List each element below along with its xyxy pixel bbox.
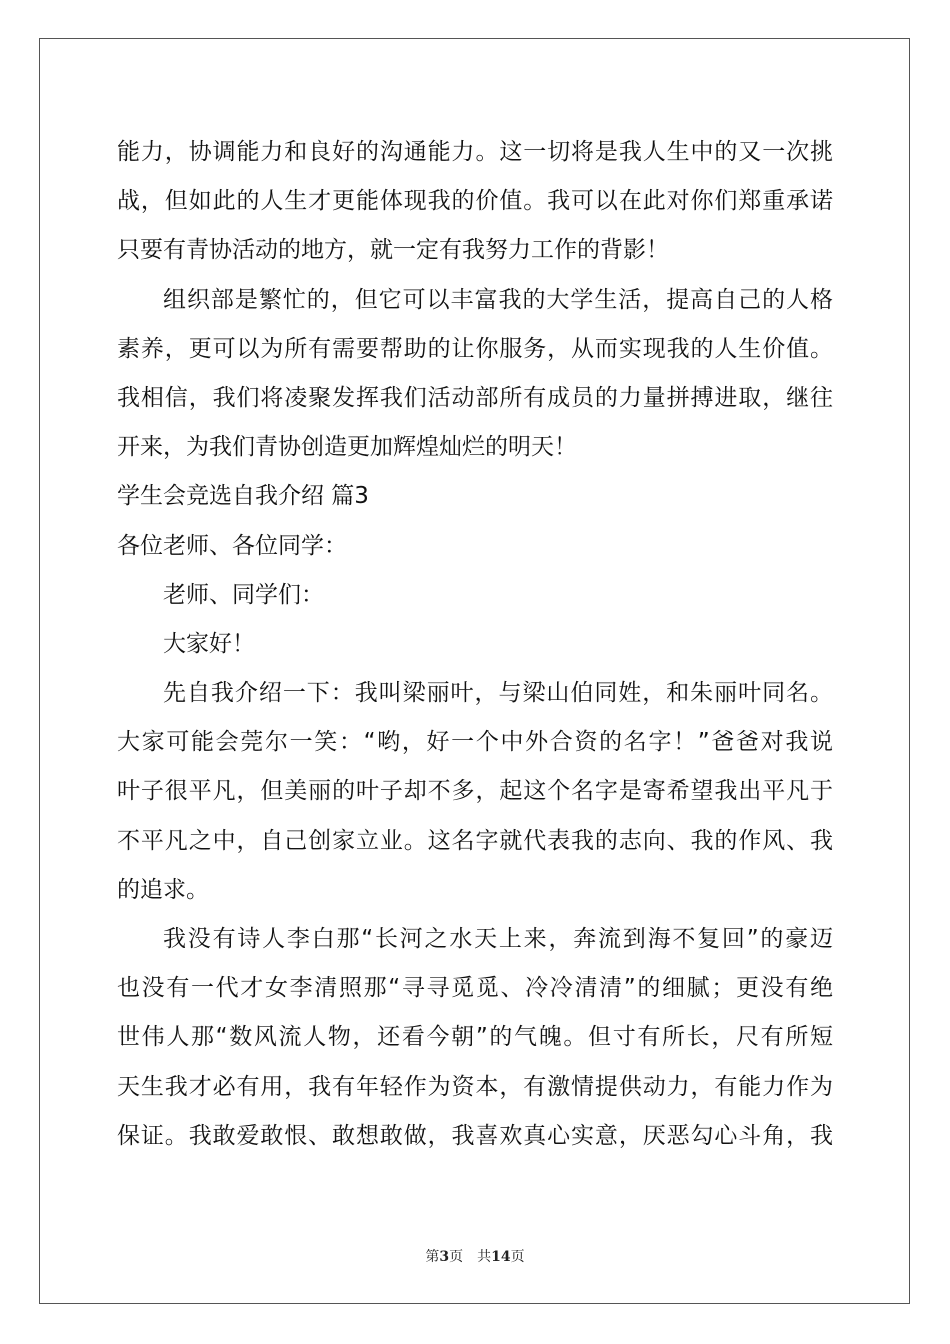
text-line: 天生我才必有用，我有年轻作为资本，有激情提供动力，有能力作为 [117, 1073, 833, 1100]
text-line: 组织部是繁忙的，但它可以丰富我的大学生活，提高自己的人格 [163, 286, 833, 313]
text-line: 叶子很平凡，但美丽的叶子却不多，起这个名字是寄希望我出平凡于 [117, 778, 833, 805]
text-line: 先自我介绍一下：我叫梁丽叶，与梁山伯同姓，和朱丽叶同名。 [163, 680, 833, 707]
text-line: 我相信，我们将凌聚发挥我们活动部所有成员的力量拼搏进取，继往 [117, 384, 833, 411]
document-body [117, 128, 833, 1161]
page-footer [0, 1246, 950, 1266]
text-line: 能力，协调能力和良好的沟通能力。这一切将是我人生中的又一次挑 [117, 139, 833, 165]
text-line: 不平凡之中，自己创家立业。这名字就代表我的志向、我的作风、我 [117, 827, 833, 854]
text-line: 世伟人那“数风流人物，还看今朝”的气魄。但寸有所长，尺有所短 [117, 1024, 833, 1051]
footer-prefix: 第 [425, 1249, 440, 1265]
text-line: 保证。我敢爱敢恨、敢想敢做，我喜欢真心实意，厌恶勾心斗角，我 [117, 1122, 833, 1149]
text-line: 大家好！ [163, 630, 255, 657]
text-line: 也没有一代才女李清照那“寻寻觅觅、冷冷清清”的细腻；更没有绝 [117, 975, 833, 1002]
total-page-count: 14 [491, 1249, 511, 1265]
text-line: 大家可能会莞尔一笑：“哟，好一个中外合资的名字！”爸爸对我说 [117, 729, 833, 756]
current-page-number: 3 [439, 1249, 450, 1265]
text-line: 的追求。 [117, 876, 209, 903]
text-line: 开来，为我们青协创造更加辉煌灿烂的明天！ [117, 434, 577, 461]
text-line: 战，但如此的人生才更能体现我的价值。我可以在此对你们郑重承诺 [117, 188, 833, 215]
text-line: 我没有诗人李白那“长河之水天上来，奔流到海不复回”的豪迈 [163, 926, 833, 952]
text-line: 素养，更可以为所有需要帮助的让你服务，从而实现我的人生价值。 [117, 335, 833, 362]
footer-middle: 页 共 [449, 1249, 492, 1265]
text-line: 老师、同学们： [163, 581, 324, 608]
footer-suffix: 页 [510, 1249, 525, 1265]
text-line: 只要有青协活动的地方，就一定有我努力工作的背影！ [117, 237, 669, 264]
text-line: 各位老师、各位同学： [117, 532, 347, 559]
text-line: 学生会竞选自我介绍 篇3 [117, 483, 369, 510]
